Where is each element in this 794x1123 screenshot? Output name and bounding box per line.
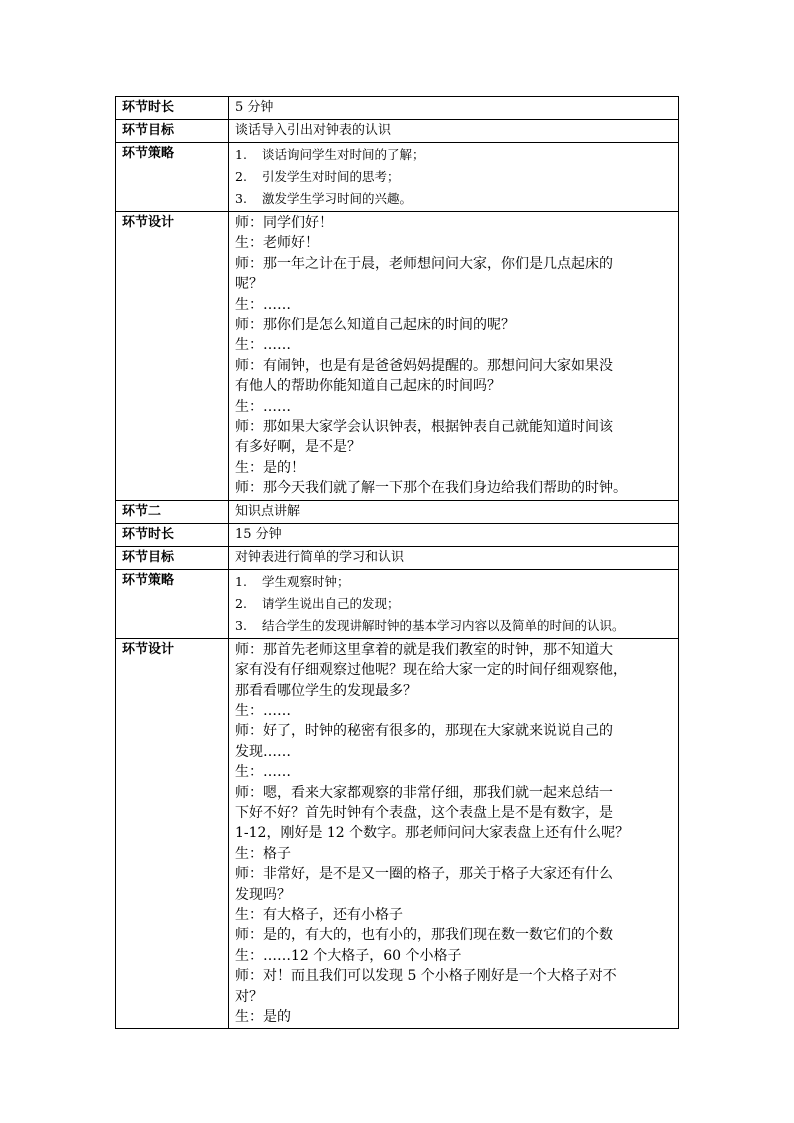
dialog-line: 师：有闹钟，也是有是爸爸妈妈提醒的。那想问问大家如果没 [235,357,613,374]
lesson-plan-table [115,96,679,1029]
dialog-line: 师：那首先老师这里拿着的就是我们教室的时钟，那不知道大 [235,641,613,658]
row-value: 15 分钟 [229,523,679,546]
table-row [116,500,679,523]
list-item: 2. 请学生说出自己的发现； [235,595,400,611]
dialog-line: 生：格子 [235,845,291,862]
dialog-line: 下好不好？首先时钟有个表盘，这个表盘上是不是有数字，是 [235,804,613,821]
dialog-block [229,212,679,501]
dialog-line: 生：是的 [235,1009,291,1025]
row-label: 环节策略 [116,569,229,638]
dialog-line: 师：对！而且我们可以发现 5 个小格子刚好是一个大格子对不 [235,968,617,985]
dialog-line: 生：…… [235,337,291,354]
list-item: 3. 激发学生学习时间的兴趣。 [235,191,413,206]
list-item: 2. 引发学生对时间的思考； [235,169,400,184]
row-label: 环节二 [116,500,229,523]
dialog-line: 对？ [235,988,263,1005]
dialog-line: 师：那你们是怎么知道自己起床的时间的呢？ [235,317,515,334]
row-label: 环节时长 [116,523,229,546]
table-row [116,638,679,1029]
dialog-line: 师：是的，有大的，也有小的，那我们现在数一数它们的个数 [235,927,613,944]
row-label: 环节策略 [116,143,229,212]
table-row [116,546,679,569]
strategy-list [229,569,679,638]
dialog-line: 生：有大格子，还有小格子 [235,906,403,923]
dialog-line: 师：那今天我们就了解一下那个在我们身边给我们帮助的时钟。 [235,480,627,497]
row-value: 谈话导入引出对钟表的认识 [229,120,679,143]
dialog-line: 生：…… [235,764,291,781]
dialog-line: 那看看哪位学生的发现最多？ [235,682,417,699]
table-row [116,212,679,501]
table-row [116,120,679,143]
dialog-line: 呢？ [235,276,263,293]
list-item: 1. 学生观察时钟； [235,573,350,589]
table-row [116,143,679,212]
dialog-line: 有多好啊，是不是？ [235,439,361,456]
dialog-line: 生：…… [235,296,291,313]
dialog-line: 师：那如果大家学会认识钟表，根据钟表自己就能知道时间该 [235,419,613,436]
dialog-line: 家有没有仔细观察过他呢？现在给大家一定的时间仔细观察他， [235,662,627,679]
dialog-line: 生：老师好！ [235,235,319,252]
list-item: 1. 谈话询问学生对时间的了解； [235,147,425,162]
dialog-line: 师：嗯，看来大家都观察的非常仔细，那我们就一起来总结一 [235,784,613,801]
row-label: 环节时长 [116,97,229,120]
row-label: 环节设计 [116,638,229,1029]
dialog-line: 师：那一年之计在于晨，老师想问问大家，你们是几点起床的 [235,255,613,272]
dialog-line: 生：是的！ [235,459,305,476]
dialog-line: 有他人的帮助你能知道自己起床的时间吗？ [235,378,501,395]
table-row [116,97,679,120]
strategy-list [229,143,679,212]
dialog-line: 发现…… [235,743,291,760]
row-value: 5 分钟 [229,97,679,120]
dialog-line: 生：…… [235,702,291,719]
table-row [116,569,679,638]
dialog-line: 师：非常好，是不是又一圈的格子，那关于格子大家还有什么 [235,866,613,883]
row-label: 环节目标 [116,120,229,143]
list-item: 3. 结合学生的发现讲解时钟的基本学习内容以及简单的时间的认识。 [235,617,625,633]
row-value: 知识点讲解 [229,500,679,523]
dialog-line: 发现吗？ [235,886,291,903]
row-label: 环节设计 [116,212,229,501]
dialog-line: 生：…… [235,398,291,415]
dialog-line: 师：好了，时钟的秘密有很多的，那现在大家就来说说自己的 [235,723,613,740]
dialog-block [229,638,679,1029]
dialog-line: 生：……12 个大格子，60 个小格子 [235,947,462,964]
row-label: 环节目标 [116,546,229,569]
dialog-line: 师：同学们好！ [235,215,333,231]
table-row [116,523,679,546]
dialog-line: 1-12，刚好是 12 个数字。那老师问问大家表盘上还有什么呢？ [235,825,630,842]
row-value: 对钟表进行简单的学习和认识 [229,546,679,569]
